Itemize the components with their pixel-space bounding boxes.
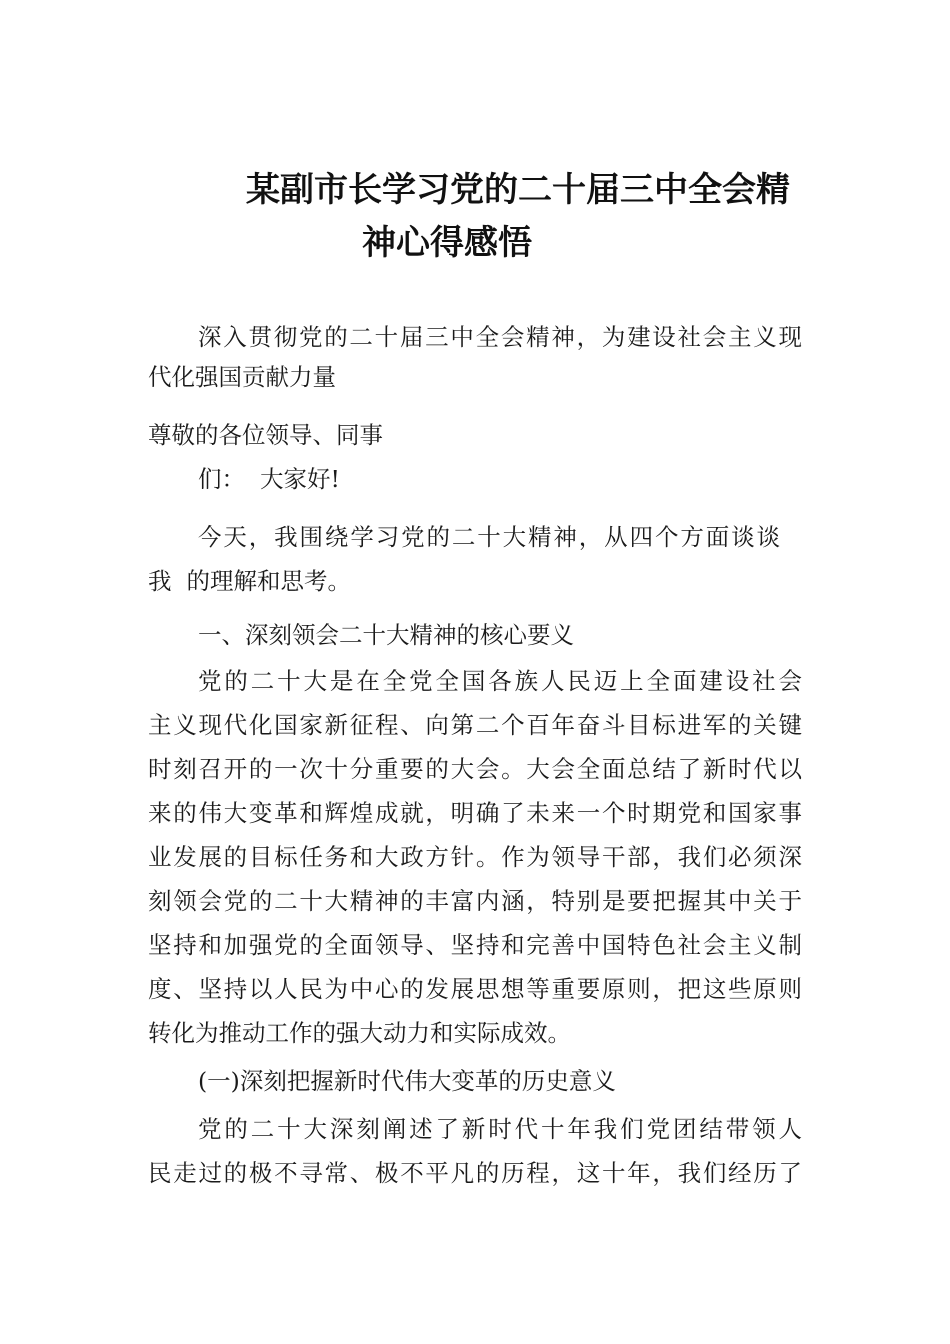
subheading: (一)深刻把握新时代伟大变革的历史意义: [198, 1067, 616, 1095]
paragraph2-line-1: 党的二十大深刻阐述了新时代十年我们党团结带领人: [198, 1115, 802, 1143]
paragraph1-line-2: 主义现代化国家新征程、向第二个百年奋斗目标进军的关键: [148, 711, 802, 739]
paragraph1-line-7: 坚持和加强党的全面领导、坚持和完善中国特色社会主义制: [148, 931, 802, 959]
document-title-line-1: 某副市长学习党的二十届三中全会精: [246, 170, 790, 210]
paragraph1-line-6: 刻领会党的二十大精神的丰富内涵，特别是要把握其中关于: [148, 887, 802, 915]
salutation-line-1: 尊敬的各位领导、同事: [148, 421, 383, 449]
paragraph1-line-8: 度、坚持以人民为中心的发展思想等重要原则，把这些原则: [148, 975, 802, 1003]
paragraph1-line-5: 业发展的目标任务和大政方针。作为领导干部，我们必须深: [148, 843, 802, 871]
subtitle-line-1: 深入贯彻党的二十届三中全会精神，为建设社会主义现: [198, 323, 802, 351]
paragraph1-line-9: 转化为推动工作的强大动力和实际成效。: [148, 1019, 571, 1047]
paragraph2-line-2: 民走过的极不寻常、极不平凡的历程，这十年，我们经历了: [148, 1159, 802, 1187]
paragraph1-line-4: 来的伟大变革和辉煌成就，明确了未来一个时期党和国家事: [148, 799, 802, 827]
document-title-line-2: 神心得感悟: [362, 223, 532, 263]
intro-line-2: 我 的理解和思考。: [148, 567, 351, 595]
salutation-line-2: 们： 大家好!: [198, 465, 340, 493]
paragraph1-line-3: 时刻召开的一次十分重要的大会。大会全面总结了新时代以: [148, 755, 802, 783]
section-heading: 一、深刻领会二十大精神的核心要义: [198, 621, 574, 649]
subtitle-line-2: 代化强国贡献力量: [148, 363, 336, 391]
intro-line-1: 今天，我围绕学习党的二十大精神，从四个方面谈谈: [198, 523, 780, 551]
paragraph1-line-1: 党的二十大是在全党全国各族人民迈上全面建设社会: [198, 667, 802, 695]
